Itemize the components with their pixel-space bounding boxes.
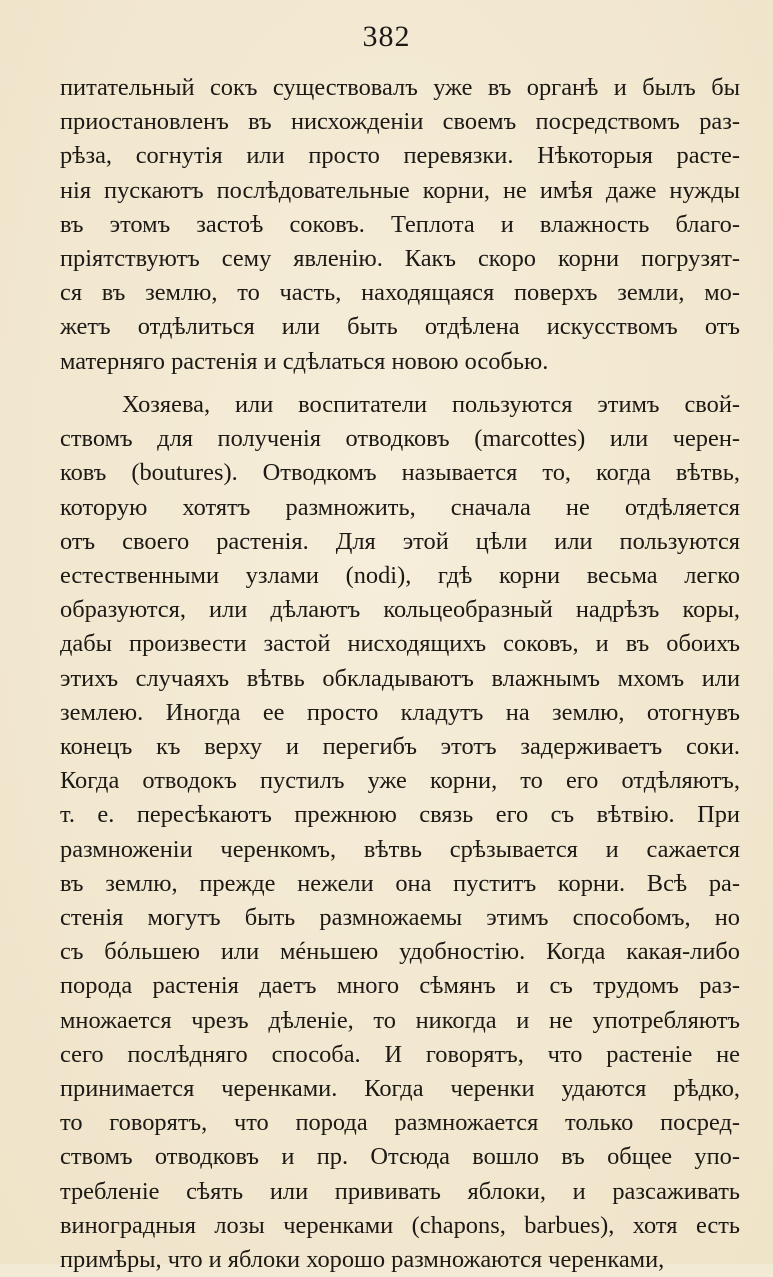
text-line: множается чрезъ дѣленіе, то никогда и не употребляютъ	[60, 1006, 740, 1034]
text-line: т. е. пересѣкаютъ прежнюю связь его съ вѣтвію. При	[60, 801, 740, 829]
text-line: въ землю, прежде нежели она пуститъ корни. Всѣ ра-	[60, 869, 740, 897]
text-line: отъ своего растенія. Для этой цѣли или пользуются	[60, 527, 740, 555]
text-line: виноградныя лозы черенками (chapons, barbues), хотя есть	[60, 1211, 740, 1239]
text-line: образуются, или дѣлаютъ кольцеобразный надрѣзъ коры,	[60, 596, 740, 624]
paragraph-1	[60, 71, 740, 379]
text-line: дабы произвести застой нисходящихъ соковъ, и въ обоихъ	[60, 630, 740, 658]
text-line: ствомъ отводковъ и пр. Отсюда вошло въ общее упо-	[60, 1143, 740, 1171]
text-line: требленіе сѣять или прививать яблоки, и разсаживать	[60, 1177, 740, 1205]
text-line: ковъ (boutures). Отводкомъ называется то, когда вѣтвь,	[60, 459, 740, 487]
text-line: естественными узлами (nodi), гдѣ корни весьма легко	[60, 562, 740, 590]
paragraph-2	[60, 388, 740, 1277]
text-line: размноженіи черенкомъ, вѣтвь срѣзывается и сажается	[60, 835, 740, 863]
text-line: этихъ случаяхъ вѣтвь обкладываютъ влажнымъ мхомъ или	[60, 664, 740, 692]
text-line: принимается черенками. Когда черенки удаются рѣдко,	[60, 1075, 740, 1103]
text-line: рѣза, согнутія или просто перевязки. Нѣкоторыя расте-	[60, 142, 740, 170]
text-line: Когда отводокъ пустилъ уже корни, то его отдѣляютъ,	[60, 767, 740, 795]
text-line: примѣры, что и яблоки хорошо размножаются черенками,	[60, 1246, 665, 1274]
text-line: въ этомъ застоѣ соковъ. Теплота и влажность благо-	[60, 210, 740, 238]
text-line: питательный сокъ существовалъ уже въ органѣ и былъ бы	[60, 74, 740, 101]
text-line: съ бóльшею или мéньшею удобностію. Когда какая-либо	[60, 938, 740, 966]
text-line: Хозяева, или воспитатели пользуются этимъ свой-	[122, 391, 740, 418]
text-line: порода растенія даетъ много сѣмянъ и съ трудомъ раз-	[60, 972, 740, 1000]
text-line: нія пускаютъ послѣдовательные корни, не имѣя даже нужды	[60, 176, 740, 204]
text-line: ствомъ для полученія отводковъ (marcottes) или черен-	[60, 425, 740, 453]
text-line: ся въ землю, то часть, находящаяся поверхъ земли, мо-	[60, 279, 740, 307]
text-line: матерняго растенія и сдѣлаться новою особью.	[60, 347, 549, 375]
text-line: приостановленъ въ нисхожденіи своемъ посредствомъ раз-	[60, 108, 740, 136]
text-line: сего послѣдняго способа. И говорятъ, что растеніе не	[60, 1040, 740, 1068]
text-line: то говорятъ, что порода размножается только посред-	[60, 1109, 740, 1137]
text-line: конецъ къ верху и перегибъ этотъ задерживаетъ соки.	[60, 733, 740, 761]
text-line: жетъ отдѣлиться или быть отдѣлена искусствомъ отъ	[60, 313, 740, 341]
text-line: пріятствуютъ сему явленію. Какъ скоро корни погрузят-	[60, 245, 740, 273]
page-number: 382	[362, 20, 411, 53]
text-line: стенія могутъ быть размножаемы этимъ способомъ, но	[60, 904, 740, 932]
text-line: землею. Иногда ее просто кладутъ на землю, отогнувъ	[60, 698, 740, 726]
text-line: которую хотятъ размножить, сначала не отдѣляется	[60, 493, 740, 521]
